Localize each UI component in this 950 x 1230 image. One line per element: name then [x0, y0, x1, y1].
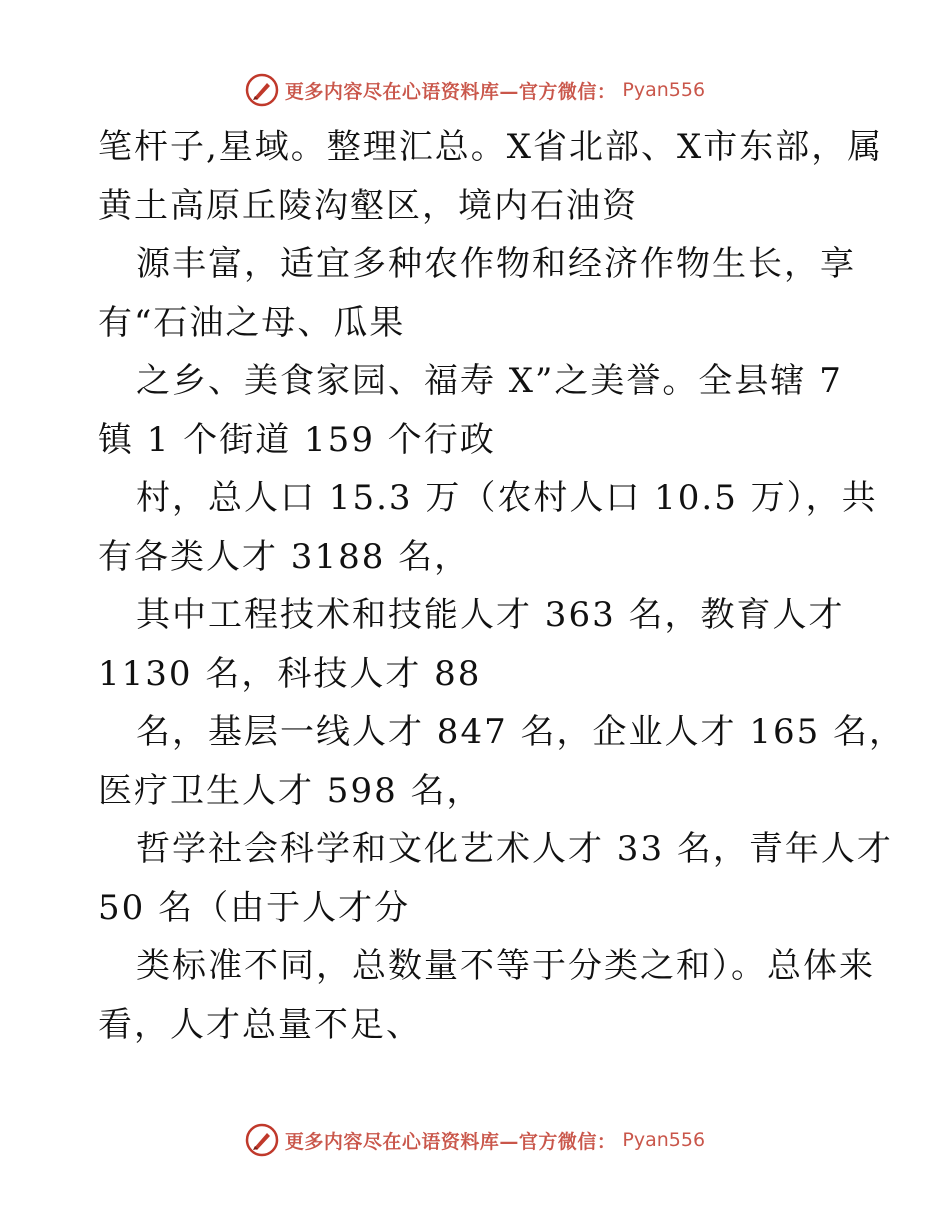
banner-text: 更多内容尽在心语资料库—官方微信： [284, 80, 617, 103]
text-line: 类标准不同，总数量不等于分类之和）。总体来 [136, 946, 875, 986]
footer-watermark-banner [0, 1120, 950, 1160]
banner-handle: Pyan556 [622, 79, 706, 101]
text-line: 1130 名，科技人才 88 [98, 653, 482, 694]
header-watermark-banner [0, 70, 950, 110]
text-line: 名，基层一线人才 847 名，企业人才 165 名， [136, 712, 906, 752]
text-line: 看，人才总量不足、 [98, 1004, 422, 1045]
text-line: 之乡、美食家园、福寿 X”之美誉。全县辖 7 [136, 361, 843, 401]
text-line: 村，总人口 15.3 万（农村人口 10.5 万），共 [136, 478, 878, 518]
text-line: 其中工程技术和技能人才 363 名，教育人才 [136, 595, 845, 635]
pen-logo-icon [245, 1123, 279, 1157]
text-line: 50 名（由于人才分 [98, 887, 411, 928]
pen-logo-icon [245, 73, 279, 107]
text-line: 有“石油之母、瓜果 [98, 302, 406, 343]
text-line: 哲学社会科学和文化艺术人才 33 名，青年人才 [136, 829, 893, 869]
text-line: 源丰富，适宜多种农作物和经济作物生长，享 [136, 244, 856, 284]
banner-text: 更多内容尽在心语资料库—官方微信： [284, 1130, 617, 1153]
document-body [98, 118, 906, 1054]
text-line: 黄土高原丘陵沟壑区，境内石油资 [98, 185, 638, 226]
banner-handle: Pyan556 [622, 1129, 706, 1151]
text-line: 有各类人才 3188 名， [98, 536, 471, 577]
text-line: 笔杆子,星域。整理汇总。X省北部、X市东部，属 [98, 127, 884, 167]
text-line: 镇 1 个街道 159 个行政 [98, 419, 496, 460]
text-line: 医疗卫生人才 598 名， [98, 770, 483, 811]
